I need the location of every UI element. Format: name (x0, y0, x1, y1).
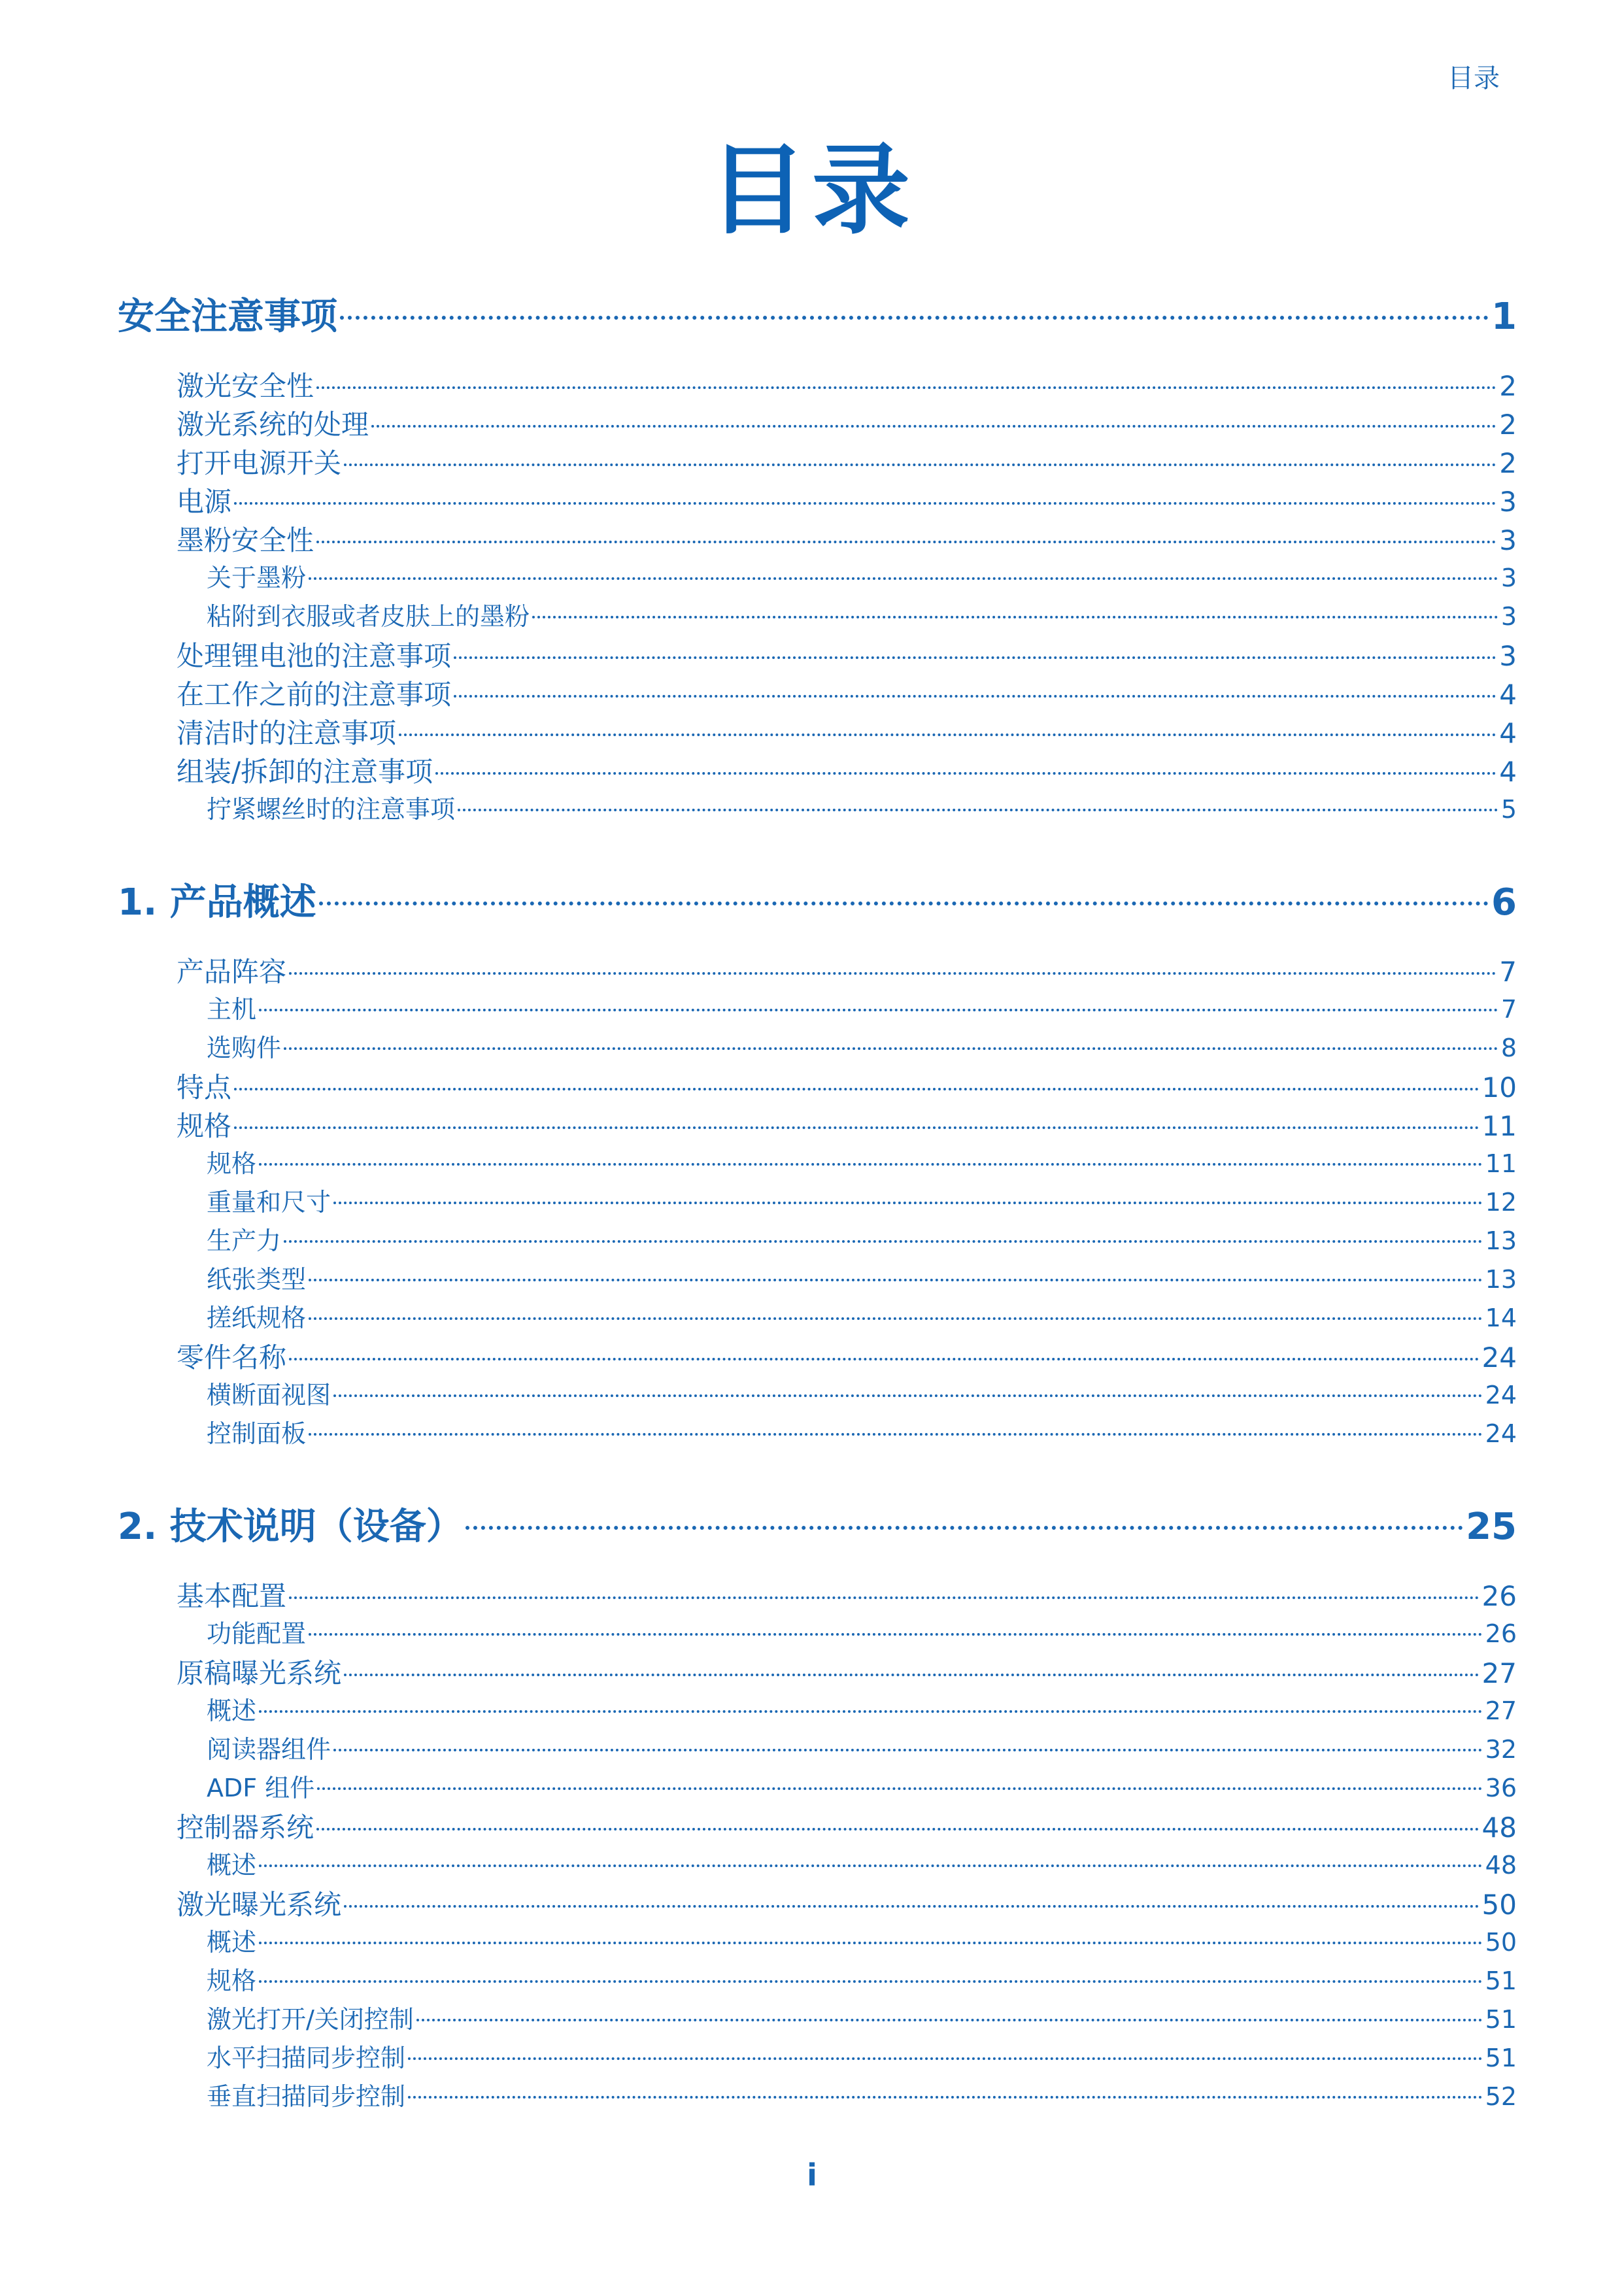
toc-entry-label: 激光曝光系统 (177, 1889, 342, 1921)
toc-page-number: 48 (1485, 1851, 1517, 1880)
toc-page-number: 3 (1499, 524, 1517, 556)
dot-leader (309, 577, 1498, 580)
toc-entry[interactable] (177, 1652, 1517, 1691)
dot-leader (333, 1749, 1483, 1751)
toc-entry[interactable] (177, 403, 1517, 442)
toc-entry[interactable] (177, 673, 1517, 712)
toc-entry-label: 功能配置 (207, 1619, 307, 1648)
dot-leader (317, 1787, 1482, 1790)
dot-leader (408, 2057, 1483, 2060)
toc-subentry[interactable] (207, 1999, 1517, 2038)
toc-entry[interactable] (177, 635, 1517, 673)
toc-entry[interactable] (177, 1336, 1517, 1375)
toc-entry-label: 概述 (207, 1928, 257, 1957)
toc-entry-label: 墨粉安全性 (177, 524, 314, 556)
toc-entry-label: 生产力 (207, 1226, 282, 1255)
toc-section (118, 288, 1517, 828)
toc-entry-label: 概述 (207, 1696, 257, 1725)
toc-page-number: 24 (1481, 1341, 1517, 1374)
running-header: 目录 (1447, 63, 1500, 93)
dot-leader (284, 1047, 1498, 1050)
toc-chapter-label: 安全注意事项 (118, 295, 337, 338)
toc-page-number: 24 (1485, 1419, 1517, 1448)
toc-page-number: 32 (1485, 1735, 1517, 1764)
toc-subentry[interactable] (207, 1182, 1517, 1221)
toc-subentry[interactable] (207, 1143, 1517, 1182)
dot-leader (259, 1864, 1483, 1867)
toc-page-number: 4 (1499, 756, 1517, 788)
toc-chapter-heading[interactable] (118, 288, 1517, 343)
page-number: i (807, 2157, 817, 2193)
toc-entry-label: 水平扫描同步控制 (207, 2044, 406, 2072)
toc-subentry[interactable] (207, 789, 1517, 828)
toc-entry-label: 概述 (207, 1851, 257, 1880)
dot-leader (234, 1088, 1480, 1090)
dot-leader (316, 541, 1497, 543)
dot-leader (344, 1674, 1480, 1676)
dot-leader (234, 502, 1497, 505)
toc-entry-label: 控制面板 (207, 1419, 307, 1448)
toc-subentry[interactable] (207, 1375, 1517, 1413)
toc-entry-label: 搓纸规格 (207, 1304, 307, 1332)
toc-entry-label: 规格 (207, 1149, 257, 1178)
dot-leader (234, 1126, 1480, 1129)
table-of-contents (118, 288, 1517, 2161)
toc-subentry[interactable] (207, 1729, 1517, 1768)
toc-page-number: 51 (1485, 2005, 1517, 2034)
toc-entry-label: 基本配置 (177, 1580, 287, 1612)
toc-subentry[interactable] (207, 1259, 1517, 1298)
toc-subentry[interactable] (207, 1028, 1517, 1066)
toc-page-number: 3 (1500, 602, 1517, 631)
toc-page-number: 27 (1485, 1696, 1517, 1725)
toc-entry-label: 电源 (177, 486, 232, 518)
dot-leader (416, 2019, 1483, 2021)
toc-entry[interactable] (177, 365, 1517, 403)
dot-leader (344, 464, 1497, 466)
toc-subentry[interactable] (207, 1845, 1517, 1883)
toc-entry-label: 激光安全性 (177, 370, 314, 402)
toc-entry[interactable] (177, 519, 1517, 558)
toc-page-number: 4 (1499, 717, 1517, 749)
dot-leader (333, 1202, 1483, 1204)
toc-entry-label: 打开电源开关 (177, 447, 342, 479)
toc-page-number: 27 (1481, 1657, 1517, 1689)
toc-page-number: 52 (1485, 2082, 1517, 2111)
toc-subentry[interactable] (207, 989, 1517, 1028)
toc-entry-label: 规格 (177, 1110, 232, 1142)
toc-entry[interactable] (177, 1066, 1517, 1105)
dot-leader (289, 1596, 1480, 1599)
toc-page-number: 13 (1485, 1226, 1517, 1255)
dot-leader (284, 1240, 1483, 1243)
toc-entry-label: 在工作之前的注意事项 (177, 679, 452, 711)
toc-page-number: 5 (1500, 795, 1517, 824)
toc-subentry[interactable] (207, 1613, 1517, 1652)
dot-leader (319, 902, 1489, 905)
toc-entry[interactable] (177, 481, 1517, 519)
toc-entry-label: 产品阵容 (177, 956, 287, 988)
dot-leader (316, 1828, 1480, 1830)
toc-page-number: 3 (1499, 640, 1517, 672)
dot-leader (259, 1009, 1498, 1011)
toc-entry-label: 纸张类型 (207, 1265, 307, 1294)
toc-entry-label: 关于墨粉 (207, 564, 307, 592)
toc-chapter-label: 2. 技术说明（设备） (118, 1506, 463, 1548)
dot-leader (399, 734, 1497, 736)
toc-page-number: 4 (1499, 679, 1517, 711)
toc-page-number: 24 (1485, 1381, 1517, 1409)
toc-page-number: 2 (1499, 447, 1517, 479)
toc-entry-label: 特点 (177, 1071, 232, 1104)
toc-subentry[interactable] (207, 1413, 1517, 1452)
toc-entry[interactable] (177, 951, 1517, 989)
toc-subentry[interactable] (207, 2076, 1517, 2115)
toc-entry-label: 控制器系统 (177, 1812, 314, 1844)
dot-leader (454, 656, 1497, 659)
toc-page-number: 48 (1481, 1812, 1517, 1844)
toc-chapter-heading[interactable] (118, 1498, 1517, 1553)
dot-leader (309, 1433, 1483, 1436)
dot-leader (408, 2096, 1483, 2099)
dot-leader (340, 316, 1489, 320)
toc-page-number: 11 (1485, 1149, 1517, 1178)
dot-leader (309, 1633, 1483, 1636)
toc-page-number: 50 (1485, 1928, 1517, 1957)
toc-page-number: 51 (1485, 2044, 1517, 2072)
toc-subentry[interactable] (207, 1221, 1517, 1259)
toc-subentry[interactable] (207, 1961, 1517, 1999)
toc-page-number: 50 (1481, 1889, 1517, 1921)
toc-entry-label: 拧紧螺丝时的注意事项 (207, 795, 456, 824)
toc-subentry[interactable] (207, 2038, 1517, 2076)
dot-leader (289, 1358, 1480, 1360)
toc-entry-label: ADF 组件 (207, 1774, 315, 1802)
dot-leader (454, 695, 1497, 698)
toc-entry[interactable] (177, 1105, 1517, 1143)
dot-leader (259, 1163, 1483, 1166)
toc-page-number: 12 (1485, 1188, 1517, 1217)
toc-entry-label: 激光系统的处理 (177, 409, 369, 441)
toc-entry-label: 组装/拆卸的注意事项 (177, 756, 433, 788)
toc-entry-label: 规格 (207, 1966, 257, 1995)
toc-page-number: 7 (1499, 956, 1517, 988)
toc-page-number: 2 (1499, 409, 1517, 441)
dot-leader (309, 1317, 1483, 1320)
toc-page-number: 11 (1481, 1110, 1517, 1142)
toc-subentry[interactable] (207, 1298, 1517, 1336)
toc-page-number: 26 (1485, 1619, 1517, 1648)
dot-leader (532, 616, 1498, 618)
toc-entry[interactable] (177, 712, 1517, 751)
dot-leader (458, 809, 1498, 811)
toc-page-number: 13 (1485, 1265, 1517, 1294)
toc-page-number: 10 (1481, 1071, 1517, 1104)
dot-leader (316, 386, 1497, 389)
toc-subentry[interactable] (207, 558, 1517, 596)
toc-page-number: 1 (1491, 295, 1517, 338)
toc-entry[interactable] (177, 1575, 1517, 1613)
dot-leader (259, 1942, 1483, 1944)
toc-page-number: 26 (1481, 1580, 1517, 1612)
dot-leader (309, 1279, 1483, 1281)
toc-page-number: 25 (1466, 1506, 1517, 1548)
toc-page-number: 8 (1500, 1034, 1517, 1062)
toc-entry[interactable] (177, 442, 1517, 481)
toc-entry-label: 主机 (207, 995, 257, 1024)
toc-entry-label: 清洁时的注意事项 (177, 717, 397, 749)
toc-entry-label: 粘附到衣服或者皮肤上的墨粉 (207, 602, 530, 631)
toc-entry-label: 处理锂电池的注意事项 (177, 640, 452, 672)
toc-page-number: 3 (1500, 564, 1517, 592)
dot-leader (333, 1394, 1483, 1397)
toc-entry[interactable] (177, 1883, 1517, 1922)
dot-leader (259, 1710, 1483, 1713)
toc-page-number: 36 (1485, 1774, 1517, 1802)
page-title: 目录 (708, 134, 915, 248)
dot-leader (435, 772, 1497, 775)
toc-entry-label: 选购件 (207, 1034, 282, 1062)
toc-page-number: 2 (1499, 370, 1517, 402)
toc-subentry[interactable] (207, 1768, 1517, 1806)
toc-entry[interactable] (177, 751, 1517, 789)
toc-section (118, 1498, 1517, 2115)
toc-subentry[interactable] (207, 596, 1517, 635)
toc-page-number: 7 (1500, 995, 1517, 1024)
toc-entry-label: 原稿曝光系统 (177, 1657, 342, 1689)
dot-leader (259, 1980, 1483, 1983)
toc-entry-label: 零件名称 (177, 1341, 287, 1374)
dot-leader (465, 1526, 1463, 1530)
toc-entry-label: 横断面视图 (207, 1381, 331, 1409)
toc-section (118, 873, 1517, 1452)
dot-leader (371, 425, 1497, 428)
toc-entry-label: 激光打开/关闭控制 (207, 2005, 414, 2034)
toc-page-number: 3 (1499, 486, 1517, 518)
toc-chapter-label: 1. 产品概述 (118, 881, 316, 924)
toc-subentry[interactable] (207, 1922, 1517, 1961)
toc-chapter-heading[interactable] (118, 873, 1517, 928)
dot-leader (344, 1905, 1480, 1908)
dot-leader (289, 972, 1497, 975)
toc-page-number: 6 (1491, 881, 1517, 924)
toc-entry[interactable] (177, 1806, 1517, 1845)
toc-subentry[interactable] (207, 1691, 1517, 1729)
toc-entry-label: 重量和尺寸 (207, 1188, 331, 1217)
toc-page-number: 51 (1485, 1966, 1517, 1995)
toc-entry-label: 垂直扫描同步控制 (207, 2082, 406, 2111)
toc-page-number: 14 (1485, 1304, 1517, 1332)
toc-entry-label: 阅读器组件 (207, 1735, 331, 1764)
